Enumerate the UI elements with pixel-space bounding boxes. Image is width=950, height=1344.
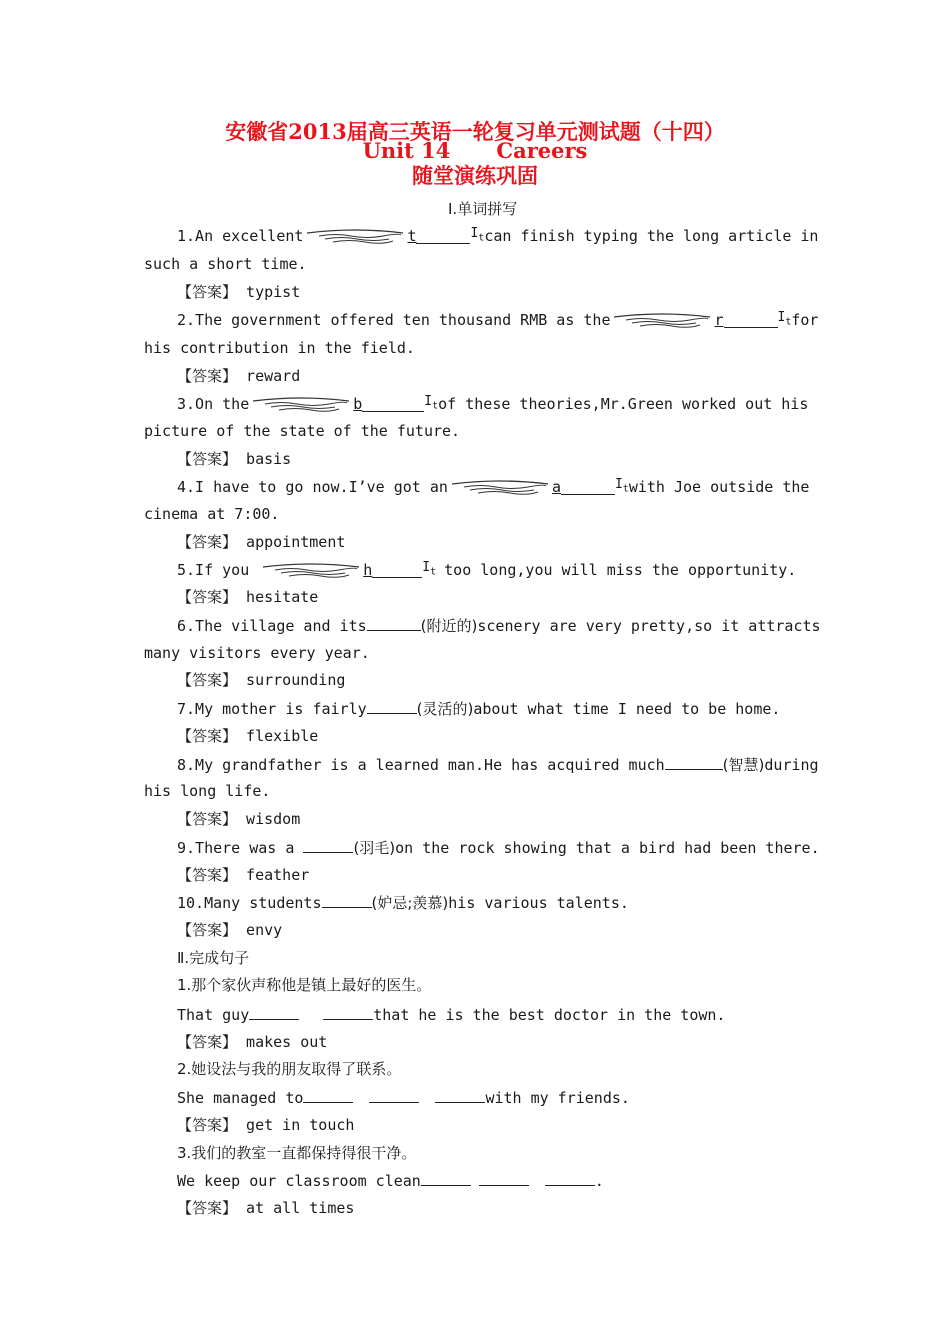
q5-first-letter: h — [363, 561, 373, 579]
q8-line1 — [177, 754, 819, 775]
q6-hint: (附近的) — [420, 617, 478, 635]
q2-answer: 【答案】 reward — [177, 367, 301, 385]
s3-text-b: . — [594, 1172, 604, 1190]
s3-answer: 【答案】 at all times — [177, 1199, 355, 1217]
q1-blank-group — [303, 226, 484, 246]
q5-answer: 【答案】 hesitate — [177, 588, 319, 606]
s2-text-b: with my friends. — [485, 1089, 630, 1107]
s2-text-a: She managed to — [177, 1089, 304, 1107]
s1-chinese: 1.那个家伙声称他是镇上最好的医生。 — [177, 976, 432, 994]
q2-text-b: for — [791, 311, 819, 329]
s3-chinese: 3.我们的教室一直都保持得很干净。 — [177, 1144, 417, 1162]
q2-first-letter: r — [714, 311, 724, 329]
section1-heading: Ⅰ.单词拼写 — [448, 200, 518, 218]
q2-glyph: $I_t$ — [777, 309, 792, 328]
q8-hint: (智慧) — [722, 756, 765, 774]
q3-text-b: of these theories,Mr.Green worked out his — [438, 395, 809, 413]
q6-text-a: 6.The village and its — [177, 617, 367, 635]
q4-text-b: with Joe outside the — [628, 478, 810, 496]
q7-text-a: 7.My mother is fairly — [177, 700, 367, 718]
section2-heading: Ⅱ.完成句子 — [177, 949, 250, 967]
q6-line1 — [177, 615, 821, 636]
q4-text-c: cinema at 7:00. — [144, 505, 280, 523]
q2-blank-group — [610, 310, 791, 330]
q1-line1 — [177, 225, 819, 246]
s1-text-b: that he is the best doctor in the town. — [373, 1006, 726, 1024]
wave-mark-icon — [610, 312, 714, 328]
q1-first-letter: t — [407, 227, 417, 245]
wave-mark-icon — [259, 562, 363, 578]
q9-hint: (羽毛) — [353, 839, 396, 857]
q4-blank-group — [448, 477, 629, 497]
q8-text-b: during — [764, 756, 819, 774]
q1-text-a: 1.An excellent — [177, 227, 304, 245]
q1-glyph: $I_t$ — [470, 225, 485, 244]
q3-line1 — [177, 394, 807, 414]
q10-line1 — [177, 892, 629, 913]
q5-text-b: too long,you will miss the opportunity. — [444, 561, 797, 579]
q8-text-c: his long life. — [144, 782, 271, 800]
wave-mark-icon — [303, 228, 407, 244]
q5-line1 — [177, 560, 796, 580]
q3-first-letter: b — [353, 395, 363, 413]
unit-topic: Careers — [496, 138, 588, 163]
q8-text-a: 8.My grandfather is a learned man.He has acquired much — [177, 756, 665, 774]
unit-number: Unit 14 — [362, 138, 451, 163]
wave-mark-icon — [448, 479, 552, 495]
q3-text-c: picture of the state of the future. — [144, 422, 461, 440]
q3-text-a: 3.On the — [177, 395, 250, 413]
document-title: 安徽省2013届高三英语一轮复习单元测试题（十四） — [225, 119, 725, 144]
q7-line1 — [177, 698, 780, 719]
q4-answer: 【答案】 appointment — [177, 533, 346, 551]
q8-answer: 【答案】 wisdom — [177, 810, 301, 828]
s3-text-a: We keep our classroom clean — [177, 1172, 421, 1190]
q2-text-a: 2.The government offered ten thousand RMB as the — [177, 311, 611, 329]
q10-hint: (妒忌;羡慕) — [371, 894, 449, 912]
q6-text-b: scenery are very pretty,so it attracts — [477, 617, 821, 635]
q7-answer: 【答案】 flexible — [177, 727, 319, 745]
q6-answer: 【答案】 surrounding — [177, 671, 346, 689]
q3-blank-group — [249, 394, 438, 414]
s3-english — [177, 1170, 604, 1191]
q6-text-c: many visitors every year. — [144, 644, 370, 662]
s2-chinese: 2.她设法与我的朋友取得了联系。 — [177, 1060, 402, 1078]
q1-text-b: can finish typing the long article in — [484, 227, 819, 245]
q5-text-a: 5.If you — [177, 561, 250, 579]
q2-line1 — [177, 309, 819, 330]
q4-text-a: 4.I have to go now.I’ve got an — [177, 478, 448, 496]
q4-first-letter: a — [551, 478, 561, 496]
s1-answer: 【答案】 makes out — [177, 1033, 328, 1051]
q4-line1 — [177, 476, 810, 497]
q10-answer: 【答案】 envy — [177, 921, 283, 939]
wave-mark-icon — [249, 396, 353, 412]
s1-text-a: That guy — [177, 1006, 250, 1024]
q9-line1 — [177, 837, 820, 858]
q5-glyph: $I_t$ — [422, 559, 437, 578]
q3-answer: 【答案】 basis — [177, 450, 292, 468]
q10-text-b: his various talents. — [448, 894, 629, 912]
q10-text-a: 10.Many students — [177, 894, 322, 912]
q3-glyph: $I_t$ — [424, 393, 439, 412]
practice-title: 随堂演练巩固 — [412, 163, 538, 188]
s1-english — [177, 1004, 725, 1025]
s2-answer: 【答案】 get in touch — [177, 1116, 355, 1134]
s2-english — [177, 1087, 630, 1108]
q1-text-c: such a short time. — [144, 255, 307, 273]
q7-text-b: about what time I need to be home. — [473, 700, 781, 718]
q7-hint: (灵活的) — [416, 700, 474, 718]
q9-answer: 【答案】 feather — [177, 866, 310, 884]
q2-text-c: his contribution in the field. — [144, 339, 415, 357]
q4-glyph: $I_t$ — [614, 476, 629, 495]
q6-stem — [177, 615, 821, 636]
q1-answer: 【答案】 typist — [177, 283, 301, 301]
q9-text-b: on the rock showing that a bird had been there. — [395, 839, 820, 857]
q9-text-a: 9.There was a — [177, 839, 295, 857]
